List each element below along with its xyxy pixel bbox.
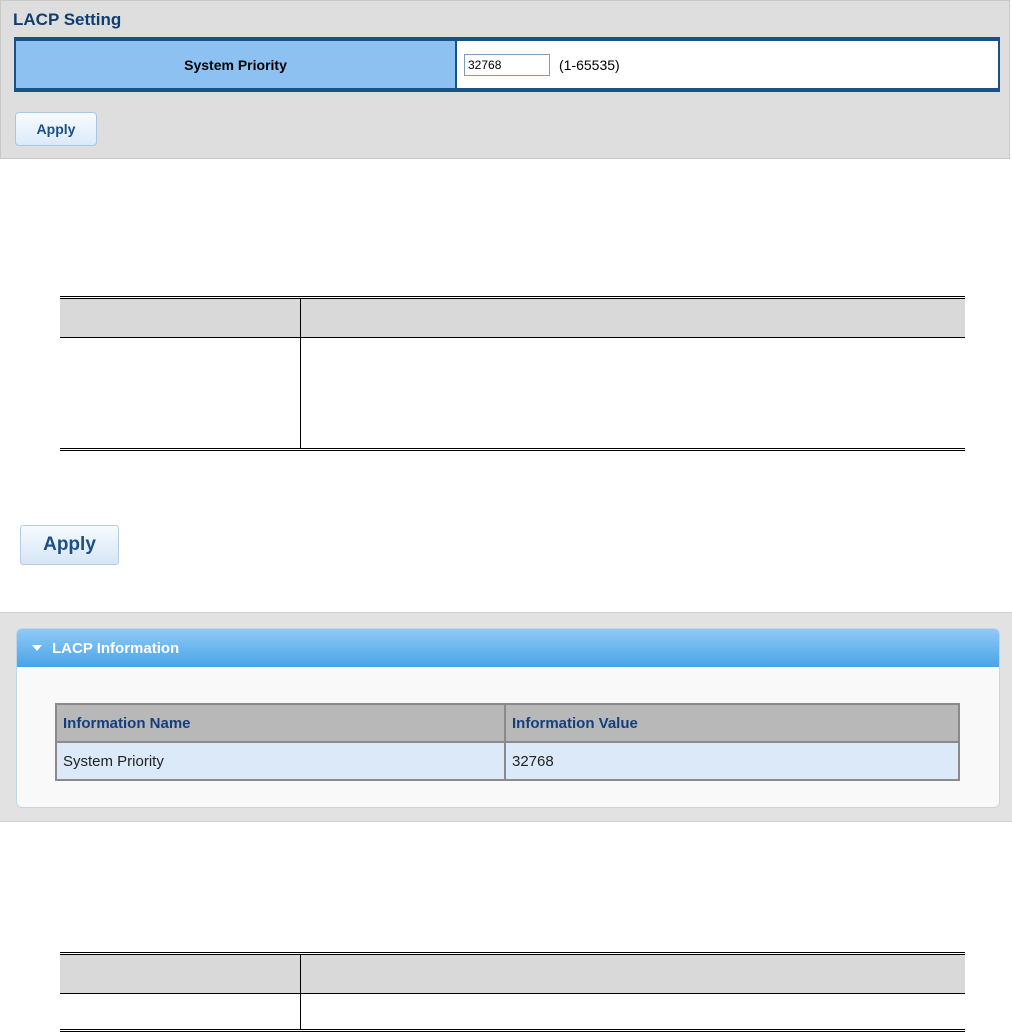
row-cell-object bbox=[60, 994, 301, 1029]
collapse-triangle-icon[interactable] bbox=[32, 645, 42, 651]
header-cell-object bbox=[60, 299, 301, 337]
header-cell-object bbox=[60, 955, 301, 993]
header-cell-description bbox=[301, 299, 965, 337]
system-priority-cell bbox=[457, 41, 998, 88]
row-cell-object bbox=[60, 338, 301, 448]
lacp-setting-panel bbox=[0, 0, 1010, 159]
lacp-information-header[interactable] bbox=[17, 629, 999, 667]
lacp-information-title: LACP Information bbox=[52, 639, 180, 657]
apply-button-large[interactable]: Apply bbox=[20, 525, 119, 565]
info-name-cell: System Priority bbox=[56, 742, 505, 780]
description-table-header bbox=[60, 299, 965, 338]
description-table-2 bbox=[60, 952, 965, 1032]
description-table-1 bbox=[60, 296, 965, 451]
row-cell-description bbox=[301, 994, 965, 1029]
description-table-row bbox=[60, 994, 965, 1029]
table-row bbox=[56, 742, 959, 780]
description-table-header bbox=[60, 955, 965, 994]
system-priority-label: System Priority bbox=[16, 41, 455, 88]
apply-button[interactable]: Apply bbox=[15, 112, 97, 146]
column-header-information-name: Information Name bbox=[56, 704, 505, 742]
range-hint: (1-65535) bbox=[559, 56, 620, 73]
row-cell-description bbox=[301, 338, 965, 448]
column-header-information-value: Information Value bbox=[505, 704, 959, 742]
lacp-setting-title: LACP Setting bbox=[13, 10, 122, 29]
info-value-cell: 32768 bbox=[505, 742, 959, 780]
header-cell-description bbox=[301, 955, 965, 993]
lacp-information-box bbox=[16, 628, 1000, 808]
info-table-header-row bbox=[56, 704, 959, 742]
description-table-row bbox=[60, 338, 965, 448]
lacp-information-table bbox=[55, 703, 960, 781]
system-priority-row bbox=[14, 37, 1000, 92]
lacp-information-panel bbox=[0, 612, 1012, 822]
system-priority-input[interactable] bbox=[464, 54, 550, 76]
